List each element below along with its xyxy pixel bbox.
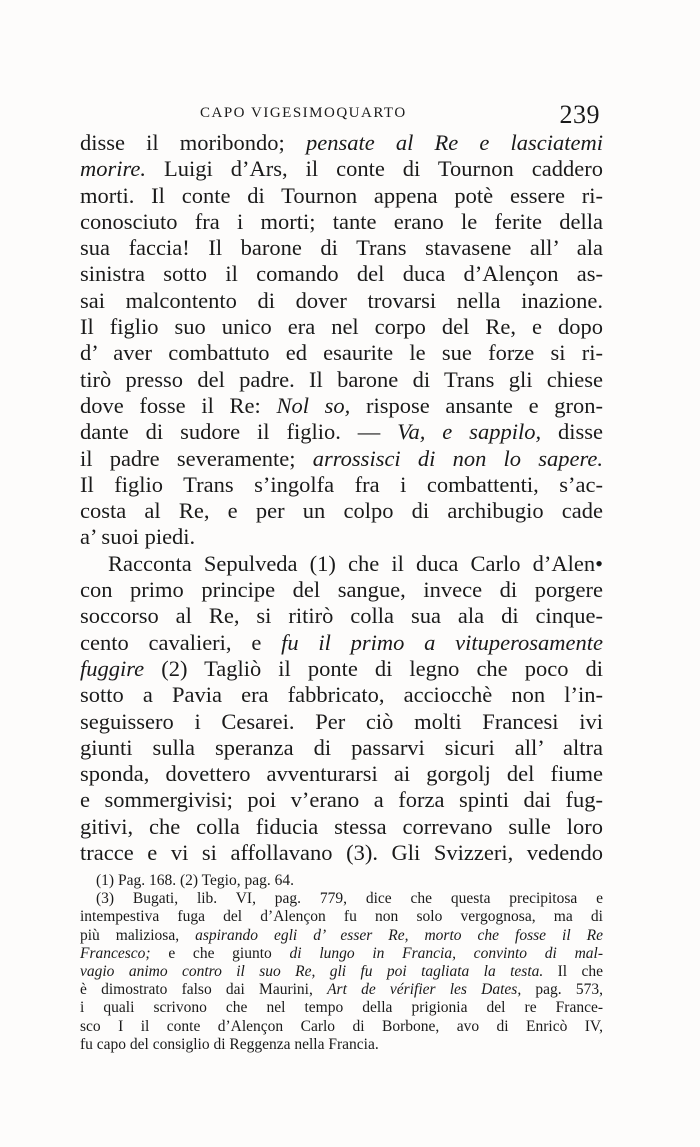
text-line	[80, 209, 603, 235]
text-run: soccorso al Re, si ritirò colla sua ala di cinque-	[80, 603, 603, 629]
text-run: Il che	[543, 962, 603, 980]
text-line	[80, 340, 603, 366]
footnote-line	[80, 999, 603, 1017]
text-line	[80, 367, 603, 393]
footnote-line	[80, 908, 603, 926]
text-run: i quali scrivono che nel tempo della prigionia del re France-	[80, 999, 603, 1017]
text-run: rispose ansante e gron-	[350, 392, 603, 418]
text-line	[80, 235, 603, 261]
text-run: Il figlio suo unico era nel corpo del Re, e dopo	[80, 314, 603, 340]
text-run: seguissero i Cesarei. Per ciò molti Francesi ivi	[80, 708, 603, 734]
text-run: disse	[541, 419, 604, 445]
italic-text: di lungo in Francia, convinto di mal-	[289, 944, 603, 962]
text-run: intempestiva fuga del d’Alençon fu non solo vergognosa, ma di	[80, 908, 603, 926]
main-text	[80, 130, 603, 866]
text-line	[80, 577, 603, 603]
text-line	[80, 551, 603, 577]
text-run: gitivi, che colla fiducia stessa correvano sulle loro	[80, 813, 603, 839]
text-line	[80, 630, 603, 656]
text-run: Luigi d’Ars, il conte di Tournon caddero	[146, 156, 603, 182]
text-run: più maliziosa,	[80, 926, 196, 944]
text-line	[80, 156, 603, 182]
text-run: sua faccia! Il barone di Trans stavasene all’ ala	[80, 235, 603, 261]
text-line	[80, 472, 603, 498]
text-line	[80, 183, 603, 209]
italic-text: vagio animo contro il suo Re, gli fu poi tagliata la testa.	[80, 962, 544, 980]
text-line	[80, 761, 603, 787]
italic-text: pensate al Re e lasciatemi	[305, 130, 604, 155]
text-run: (1) Pag. 168. (2) Tegio, pag. 64.	[96, 872, 294, 889]
text-line	[80, 130, 603, 156]
text-line	[80, 787, 603, 813]
footnote-line	[80, 1018, 603, 1036]
italic-text: fu il primo a vituperosamente	[281, 629, 603, 655]
text-run: tracce e vi si affollavano (3). Gli Svizzeri, vedendo	[80, 840, 603, 866]
text-run: sinistra sotto il comando del duca d’Alençon as-	[80, 261, 603, 287]
italic-text: aspirando egli d’ esser Re, morto che fosse il Re	[195, 926, 604, 944]
text-run: (2) Tagliò il ponte di legno che poco di	[144, 655, 603, 681]
footnote-line	[80, 872, 603, 890]
text-run: tirò presso del padre. Il barone di Trans gli chiese	[80, 366, 603, 392]
footnote-line	[80, 945, 603, 963]
text-line	[80, 261, 603, 287]
running-head	[80, 100, 600, 130]
text-run: sponda, dovettero avventurarsi ai gorgolj del fiume	[80, 761, 603, 787]
italic-text: Francesco;	[80, 944, 151, 962]
text-run: d’ aver combattuto ed esaurite le sue forze si ri-	[80, 340, 603, 366]
text-run: conosciuto fra i morti; tante erano le ferite della	[80, 208, 603, 234]
text-line	[80, 393, 603, 419]
text-run: Racconta Sepulveda (1) che il duca Carlo d’Alen•	[108, 550, 603, 576]
italic-text: morire.	[80, 156, 147, 182]
text-run: a’ suoi piedi.	[80, 524, 196, 550]
text-run: con primo principe del sangue, invece di porgere	[80, 577, 603, 603]
italic-text: Va, e sappilo,	[397, 419, 542, 445]
footnote-line	[80, 927, 603, 945]
text-line	[80, 682, 603, 708]
page-number: 239	[559, 100, 600, 129]
text-run: (3) Bugati, lib. VI, pag. 779, dice che questa precipitosa e	[96, 890, 603, 908]
running-head-title: CAPO VIGESIMOQUARTO	[200, 105, 407, 121]
italic-text: fuggire	[80, 655, 145, 681]
text-line	[80, 288, 603, 314]
text-line	[80, 419, 603, 445]
text-line	[80, 498, 603, 524]
text-line	[80, 735, 603, 761]
footnote-line	[80, 890, 603, 908]
text-run: fu capo del consiglio di Reggenza nella Francia.	[80, 1035, 379, 1053]
text-run: è dimostrato falso dai Maurini,	[80, 981, 328, 999]
text-run: disse il moribondo;	[80, 130, 306, 155]
text-line	[80, 709, 603, 735]
text-run: sai malcontento di dover trovarsi nella inazione.	[80, 287, 603, 313]
italic-text: Art de vérifier les Dates,	[327, 981, 522, 999]
text-run: costa al Re, e per un colpo di archibugio cade	[80, 498, 603, 524]
text-run: pag. 573,	[521, 981, 603, 999]
italic-text: arrossisci di non lo sapere.	[312, 445, 603, 471]
text-line	[80, 840, 603, 866]
footnotes	[80, 872, 603, 1054]
text-run: giunti sulla speranza di passarvi sicuri all’ altra	[80, 734, 603, 760]
text-line	[80, 603, 603, 629]
footnote-line	[80, 1036, 603, 1054]
text-line	[80, 814, 603, 840]
italic-text: Nol so,	[276, 392, 351, 418]
text-line	[80, 656, 603, 682]
text-line	[80, 314, 603, 340]
text-run: sco I il conte d’Alençon Carlo di Borbone, avo di Enricò IV,	[80, 1017, 603, 1035]
text-run: morti. Il conte di Tournon appena potè essere ri-	[80, 182, 603, 208]
text-run: cento cavalieri, e	[80, 629, 282, 655]
footnote-line	[80, 981, 603, 999]
text-run: Il figlio Trans s’ingolfa fra i combattenti, s’ac-	[80, 471, 603, 497]
text-line	[80, 446, 603, 472]
text-run: il padre severamente;	[80, 445, 313, 471]
text-run: dove fosse il Re:	[80, 392, 277, 418]
text-run: dante di sudore il figlio. —	[80, 419, 398, 445]
text-run: sotto a Pavia era fabbricato, acciocchè non l’in-	[80, 682, 603, 708]
text-line	[80, 524, 603, 550]
footnote-line	[80, 963, 603, 981]
text-run: e sommergivisi; poi v’erano a forza spinti dai fug-	[80, 787, 603, 813]
text-run: e che giunto	[150, 944, 290, 962]
